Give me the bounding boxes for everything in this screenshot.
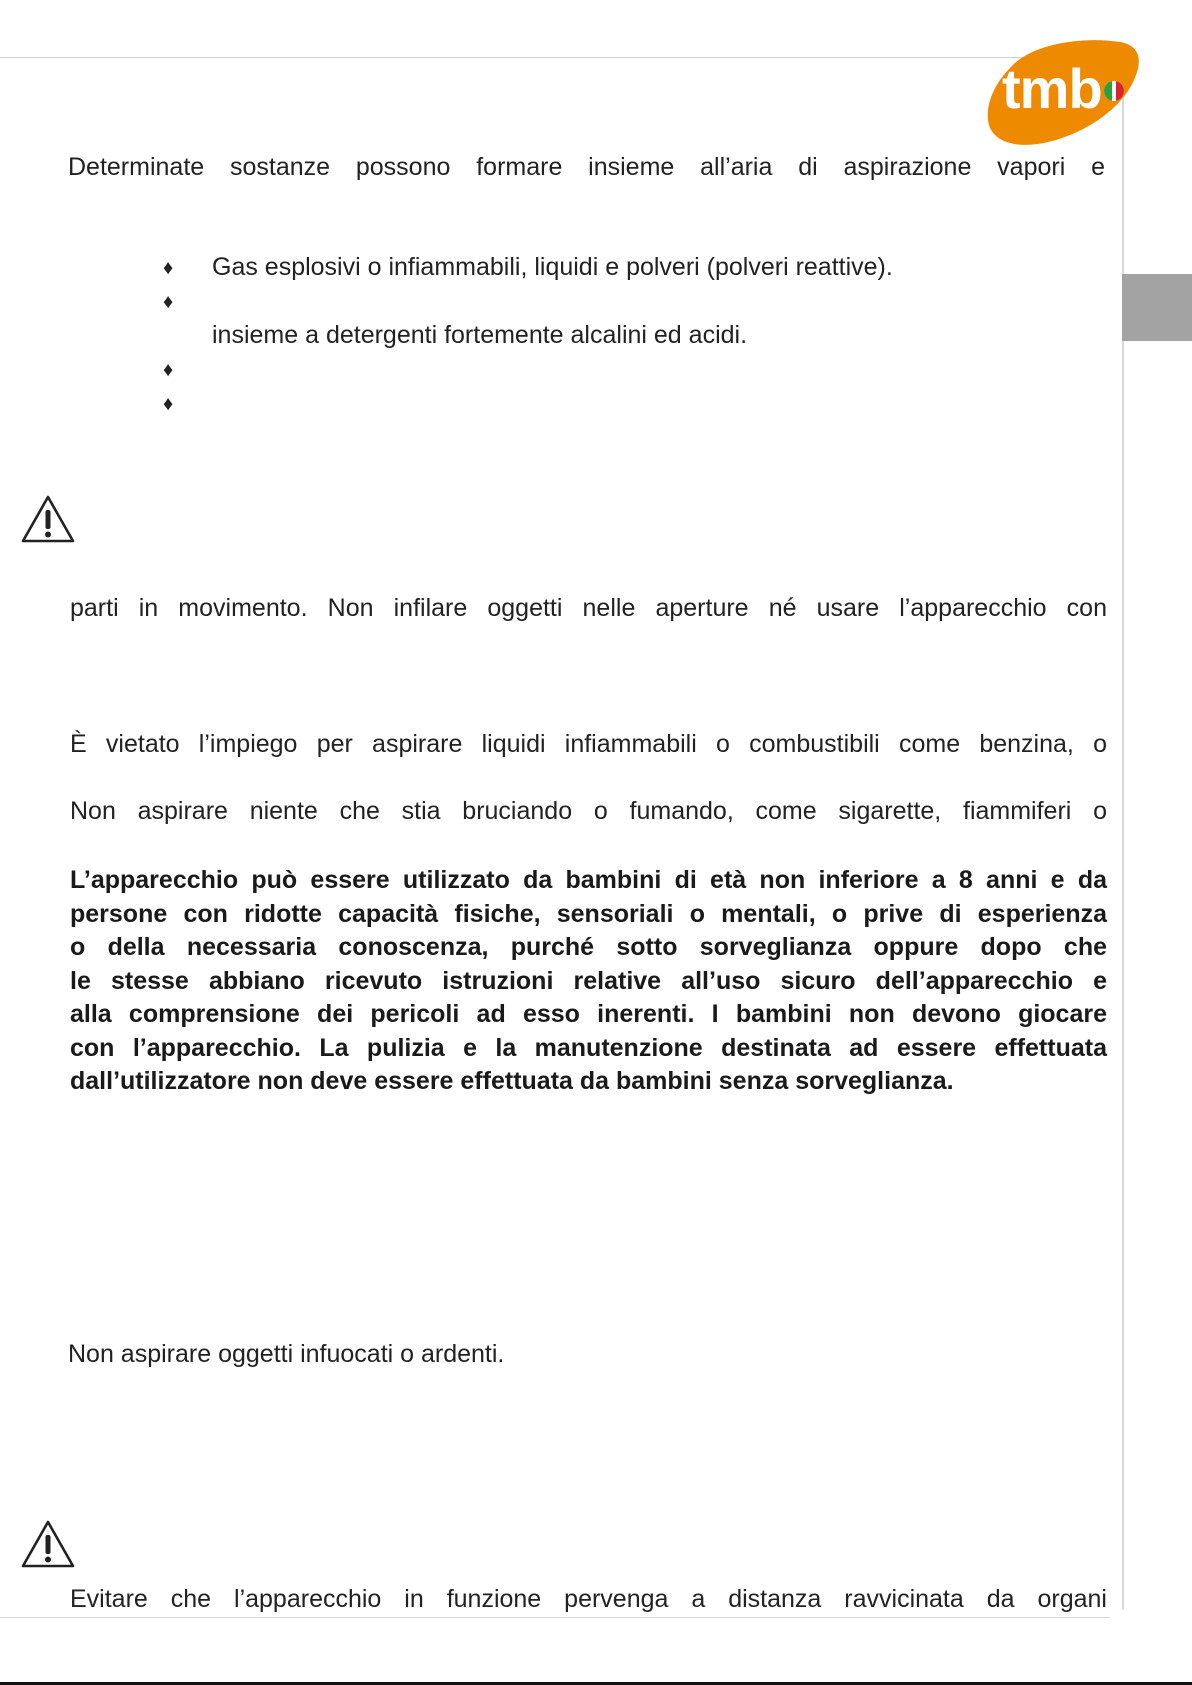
bullet-diamond-icon: ♦ <box>163 393 174 415</box>
warning-triangle-icon <box>20 494 76 544</box>
bullet-item-1: Gas esplosivi o infiammabili, liquidi e polveri (polveri reattive). <box>212 253 893 281</box>
hot-objects-paragraph: Non aspirare oggetti infuocati o ardenti. <box>68 1340 505 1368</box>
children-safety-line: o della necessaria conoscenza, purché sotto sorveglianza oppure dopo che <box>70 933 1107 961</box>
logo-wordmark: tmb <box>1002 57 1102 120</box>
header-rule <box>0 57 1122 58</box>
children-safety-line: le stesse abbiano ricevuto istruzioni relative all’uso sicuro dell’apparecchio e <box>70 966 1107 995</box>
burning-objects-paragraph: Non aspirare niente che stia bruciando o fumando, come sigarette, fiammiferi o <box>70 797 1107 825</box>
children-safety-line: dall’utilizzatore non deve essere effettuata da bambini senza sorveglianza. <box>70 1067 954 1095</box>
intro-paragraph: Determinate sostanze possono formare insieme all’aria di aspirazione vapori e <box>68 153 1105 181</box>
warning-triangle-icon <box>20 1519 76 1569</box>
footer-rule <box>0 1617 1110 1618</box>
children-safety-line: L’apparecchio può essere utilizzato da bambini di età non inferiore a 8 anni e da <box>70 866 1107 894</box>
bullet-diamond-icon: ♦ <box>163 291 174 313</box>
children-safety-line: con l’apparecchio. La pulizia e la manutenzione destinata ad essere effettuata <box>70 1033 1107 1062</box>
children-safety-line: alla comprensione dei pericoli ad esso inerenti. I bambini non devono giocare <box>70 1000 1107 1028</box>
bullet-diamond-icon: ♦ <box>163 359 174 381</box>
section-side-tab <box>1122 274 1192 341</box>
tmb-logo <box>982 30 1142 148</box>
bullet-diamond-icon: ♦ <box>163 257 174 279</box>
flammable-liquids-paragraph: È vietato l’impiego per aspirare liquidi infiammabili o combustibili come benzina, o <box>70 730 1107 758</box>
moving-parts-paragraph: parti in movimento. Non infilare oggetti nelle aperture né usare l’apparecchio con <box>70 594 1107 622</box>
children-safety-line: persone con ridotte capacità fisiche, sensoriali o mentali, o prive di esperienza <box>70 899 1107 928</box>
children-safety-paragraph <box>70 864 1107 1099</box>
final-paragraph: Evitare che l’apparecchio in funzione pervenga a distanza ravvicinata da organi <box>70 1585 1107 1613</box>
bullet-item-2-continuation: insieme a detergenti fortemente alcalini ed acidi. <box>212 321 748 349</box>
